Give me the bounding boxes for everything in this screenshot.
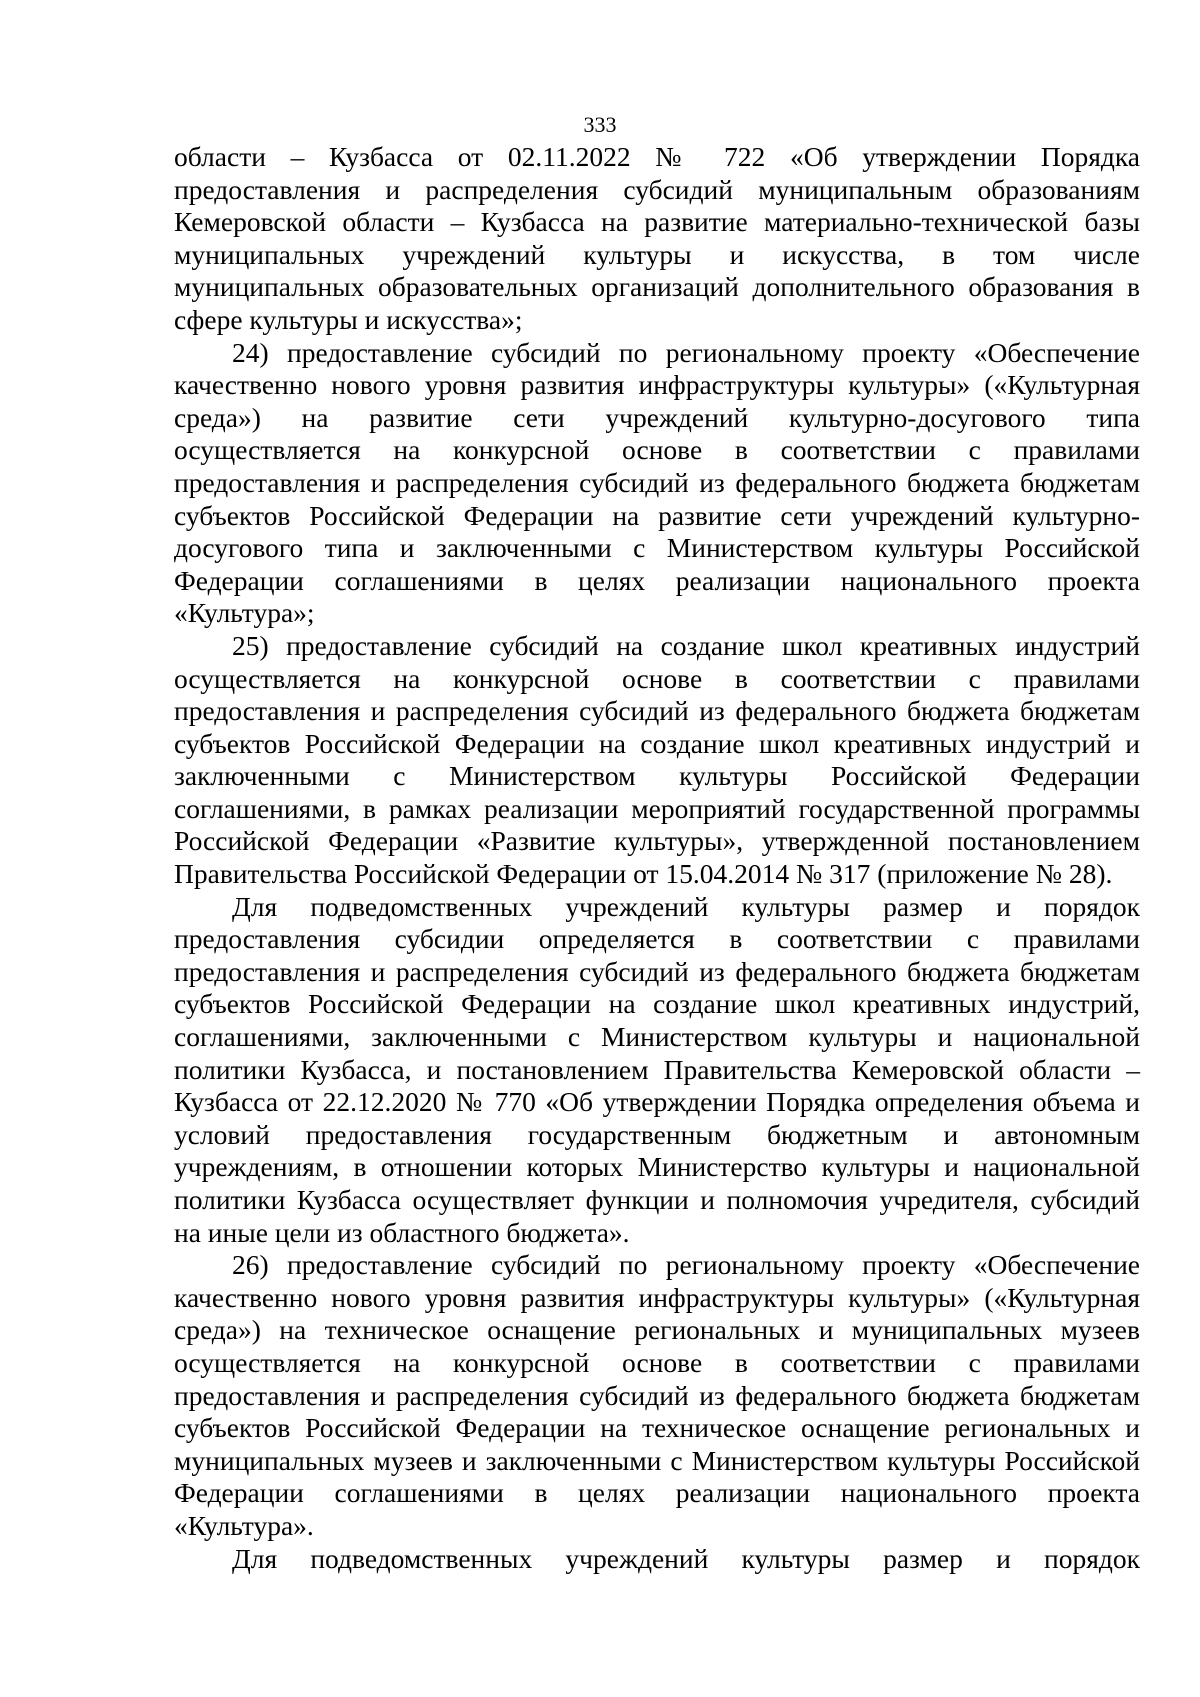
text-line: учреждениям, в отношении которых Министерство культуры и национальной	[174, 1151, 1140, 1183]
text-line: качественно нового уровня развития инфраструктуры культуры» («Культурная	[174, 369, 1140, 401]
text-line: субъектов Российской Федерации на техническое оснащение региональных и	[174, 1412, 1140, 1444]
text-line: Кузбасса от 22.12.2020 № 770 «Об утверждении Порядка определения объема и	[174, 1086, 1140, 1118]
text-line: среда») на развитие сети учреждений культурно-досугового типа	[174, 401, 1140, 433]
text-line: «Культура»;	[174, 597, 315, 629]
text-line: предоставления и распределения субсидий из федерального бюджета бюджетам	[174, 695, 1140, 727]
text-line: субъектов Российской Федерации на развитие сети учреждений культурно-	[174, 499, 1140, 531]
text-line: качественно нового уровня развития инфраструктуры культуры» («Культурная	[174, 1281, 1140, 1313]
text-line: предоставления и распределения субсидий из федерального бюджета бюджетам	[174, 466, 1140, 498]
text-line: досугового типа и заключенными с Министерством культуры Российской	[174, 532, 1140, 564]
text-line: среда») на техническое оснащение региональных и муниципальных музеев	[174, 1314, 1140, 1346]
text-line: предоставления субсидии определяется в соответствии с правилами	[174, 923, 1140, 955]
text-line: осуществляется на конкурсной основе в соответствии с правилами	[174, 662, 1140, 694]
text-line: Для подведомственных учреждений культуры размер и порядок	[232, 890, 1140, 922]
text-line: субъектов Российской Федерации на создание школ креативных индустрий,	[174, 988, 1140, 1020]
text-line: муниципальных музеев и заключенными с Министерством культуры Российской	[174, 1444, 1140, 1476]
text-line: субъектов Российской Федерации на создание школ креативных индустрий и	[174, 727, 1140, 759]
text-line: Федерации соглашениями в целях реализации национального проекта	[174, 564, 1140, 596]
text-line: на иные цели из областного бюджета».	[174, 1216, 630, 1248]
text-line: Российской Федерации «Развитие культуры», утвержденной постановлением	[174, 825, 1140, 857]
text-line: политики Кузбасса осуществляет функции и полномочия учредителя, субсидий	[174, 1184, 1140, 1215]
text-line: муниципальных образовательных организаций дополнительного образования в	[174, 271, 1140, 303]
text-line: Для подведомственных учреждений культуры размер и порядок	[232, 1542, 1140, 1574]
text-line: условий предоставления государственным бюджетным и автономным	[174, 1118, 1140, 1150]
text-line: осуществляется на конкурсной основе в соответствии с правилами	[174, 434, 1140, 466]
text-line: области – Кузбасса от 02.11.2022 № 722 «Об утверждении Порядка	[174, 141, 1140, 172]
text-line: предоставления и распределения субсидий муниципальным образованиям	[174, 173, 1140, 205]
text-line: соглашениями, заключенными с Министерством культуры и национальной	[174, 1021, 1140, 1053]
text-line: сфере культуры и искусства»;	[174, 303, 523, 335]
text-line: заключенными с Министерством культуры Российской Федерации	[174, 760, 1140, 792]
document-body	[174, 141, 1140, 1575]
text-line: предоставления и распределения субсидий из федерального бюджета бюджетам	[174, 1379, 1140, 1411]
text-line: 26) предоставление субсидий по региональному проекту «Обеспечение	[232, 1249, 1140, 1281]
text-line: политики Кузбасса, и постановлением Правительства Кемеровской области –	[174, 1053, 1140, 1085]
text-line: Федерации соглашениями в целях реализации национального проекта	[174, 1477, 1140, 1509]
text-line: Кемеровской области – Кузбасса на развитие материально-технической базы	[174, 206, 1140, 238]
text-line: муниципальных учреждений культуры и искусства, в том числе	[174, 238, 1140, 270]
text-line: предоставления и распределения субсидий из федерального бюджета бюджетам	[174, 955, 1140, 987]
text-line: Правительства Российской Федерации от 15.04.2014 № 317 (приложение № 28).	[174, 858, 1113, 890]
text-line: 25) предоставление субсидий на создание школ креативных индустрий	[232, 629, 1140, 661]
text-line: 24) предоставление субсидий по региональному проекту «Обеспечение	[232, 336, 1140, 368]
text-line: соглашениями, в рамках реализации мероприятий государственной программы	[174, 792, 1140, 824]
text-line: «Культура».	[174, 1509, 314, 1541]
text-line: осуществляется на конкурсной основе в соответствии с правилами	[174, 1346, 1140, 1378]
page-number: 333	[583, 112, 617, 137]
